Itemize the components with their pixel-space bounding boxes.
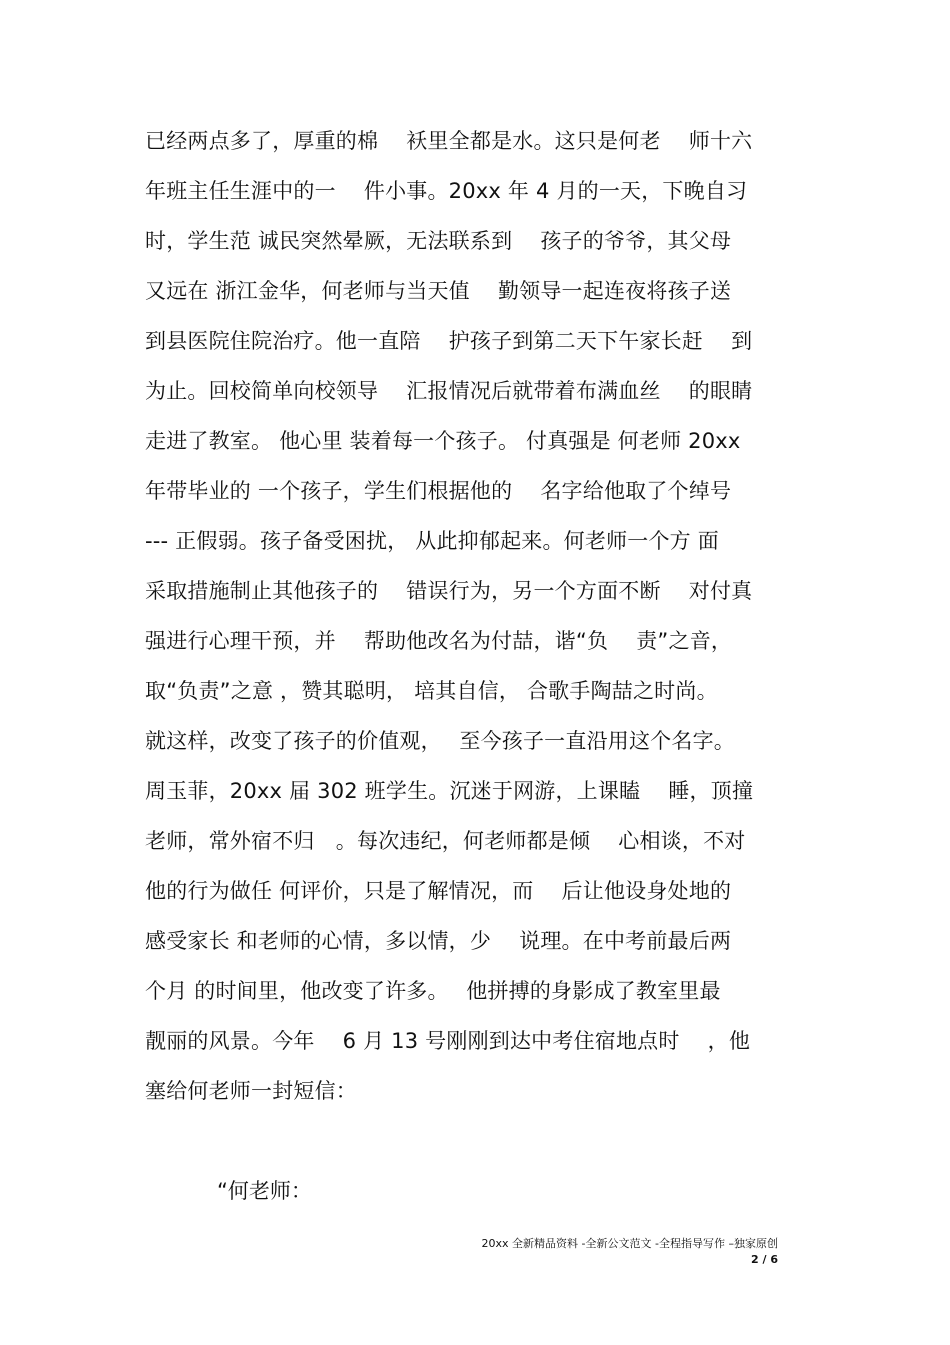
text-line: 已经两点多了，厚重的棉 袄里全都是水。这只是何老 师十六	[145, 129, 753, 153]
text-line: 个月 的时间里，他改变了许多。 他拼搏的身影成了教室里最	[145, 979, 721, 1003]
text-line: 塞给何老师一封短信：	[145, 1079, 357, 1103]
text-line: 靓丽的风景。今年 6 月 13 号刚刚到达中考住宿地点时 ，他	[145, 1029, 751, 1053]
text-line: 强进行心理干预，并 帮助他改名为付喆，谐“负 责”之音，	[145, 629, 733, 653]
page-footer: 20xx 全新精品资料 -全新公文范文 -全程指导写作 –独家原创	[481, 1237, 778, 1250]
text-line: 年班主任生涯中的一 件小事。20xx 年 4 月的一天，下晚自习	[145, 179, 748, 203]
text-line: 采取措施制止其他孩子的 错误行为，另一个方面不断 对付真	[145, 579, 753, 603]
text-line: 到县医院住院治疗。他一直陪 护孩子到第二天下午家长赶 到	[145, 329, 753, 353]
text-line: 时，学生范 诚民突然晕厥，无法联系到 孩子的爷爷，其父母	[145, 229, 732, 253]
text-line: 他的行为做任 何评价，只是了解情况，而 后让他设身处地的	[145, 879, 732, 903]
body-paragraph	[145, 122, 807, 1122]
text-line: 为止。回校简单向校领导 汇报情况后就带着布满血丝 的眼睛	[145, 379, 753, 403]
letter-salutation: “何老师：	[217, 1179, 312, 1203]
text-line: 取“负责”之意 ，赞其聪明， 培其自信， 合歌手陶喆之时尚。	[145, 679, 718, 703]
text-line: --- 正假弱。孩子备受困扰， 从此抑郁起来。何老师一个方 面	[145, 529, 719, 553]
text-line: 又远在 浙江金华，何老师与当天值 勤领导一起连夜将孩子送	[145, 279, 732, 303]
text-line: 周玉菲，20xx 届 302 班学生。沉迷于网游，上课瞌 睡，顶撞	[145, 779, 754, 803]
text-line: 年带毕业的 一个孩子，学生们根据他的 名字给他取了个绰号	[145, 479, 732, 503]
text-line: 感受家长 和老师的心情，多以情，少 说理。在中考前最后两	[145, 929, 732, 953]
text-line: 老师，常外宿不归 。每次违纪，何老师都是倾 心相谈，不对	[145, 829, 746, 853]
text-line: 走进了教室。 他心里 装着每一个孩子。 付真强是 何老师 20xx	[145, 429, 741, 453]
text-line: 就这样，改变了孩子的价值观， 至今孩子一直沿用这个名字。	[145, 729, 735, 753]
page-number: 2 / 6	[751, 1253, 778, 1266]
